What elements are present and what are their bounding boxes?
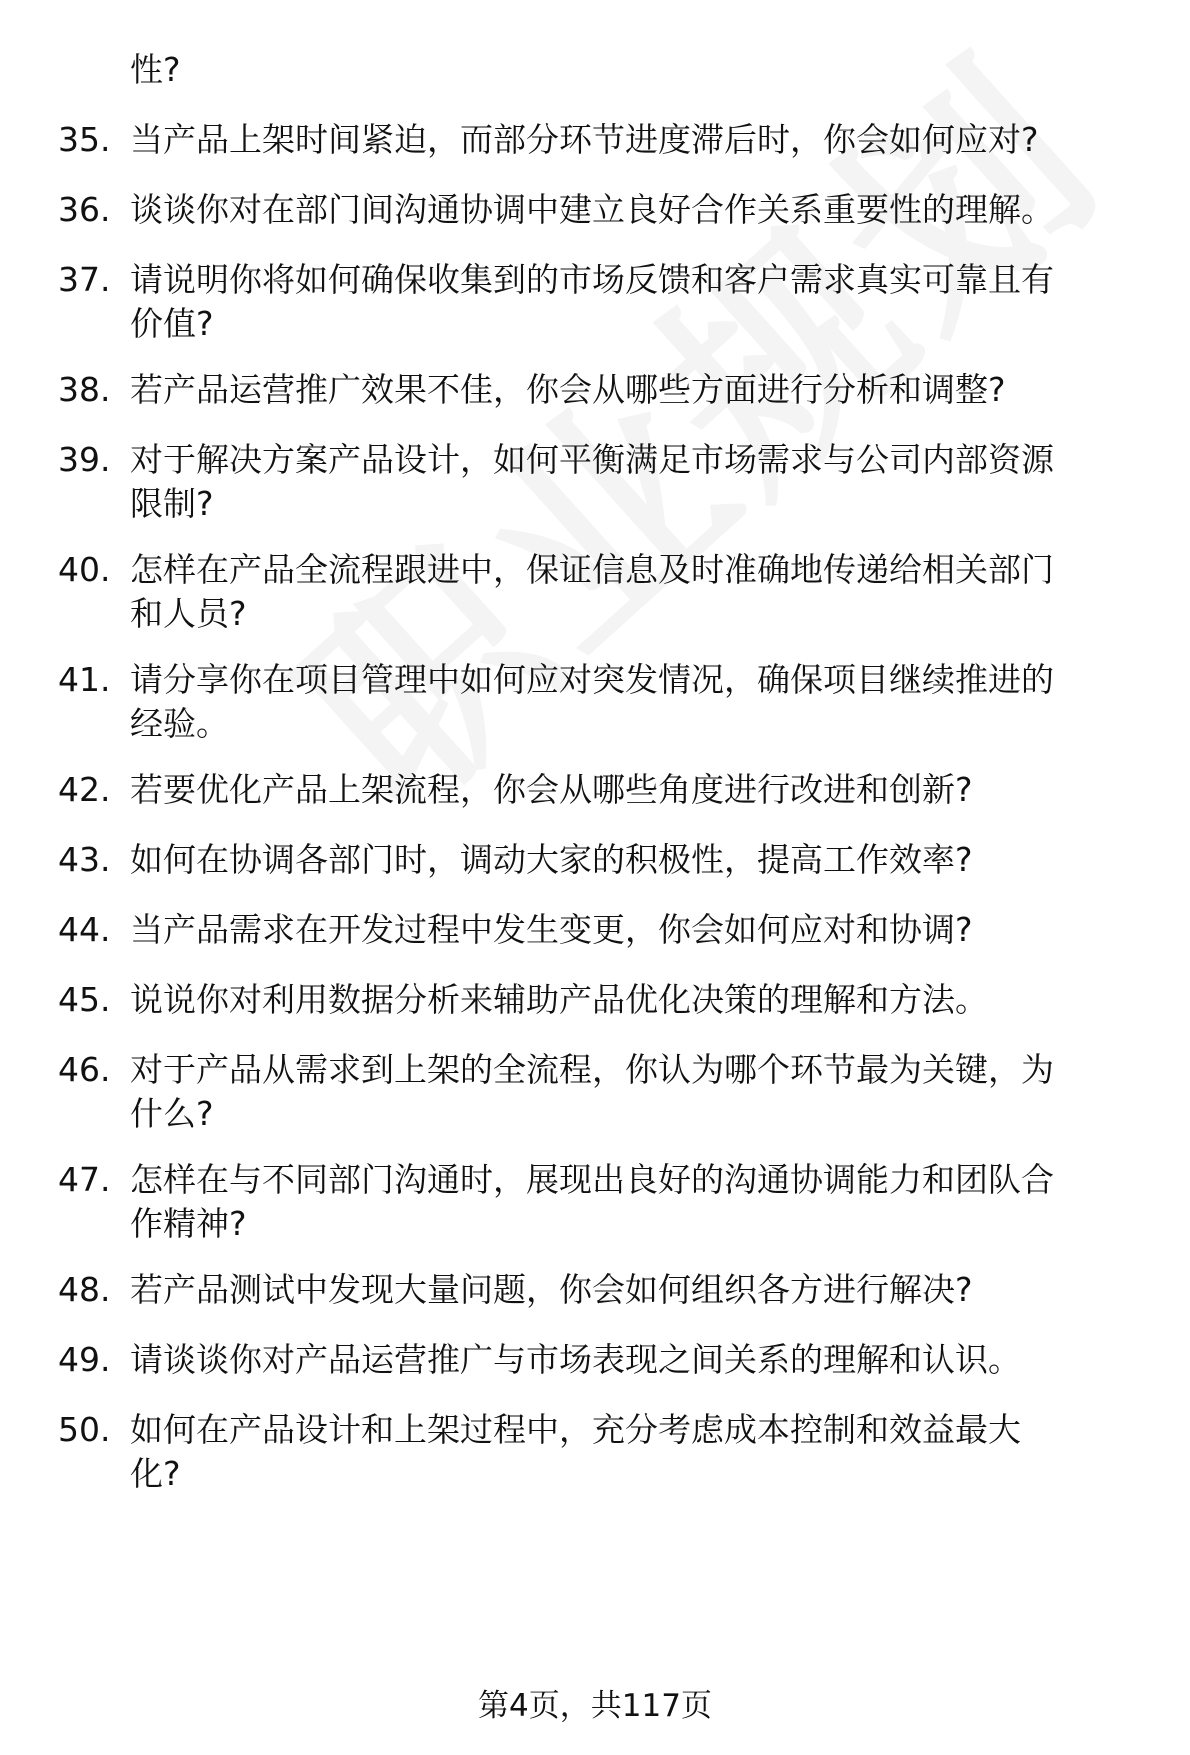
question-text [130,978,1150,1022]
question-number: 39. [58,440,111,479]
question-number: 47. [58,1160,111,1199]
question-line: 请谈谈你对产品运营推广与市场表现之间关系的理解和认识。 [130,1340,1021,1379]
question-text [130,258,1150,346]
question-line: 如何在产品设计和上架过程中，充分考虑成本控制和效益最大 [130,1410,1021,1449]
question-line: 请说明你将如何确保收集到的市场反馈和客户需求真实可靠且有 [130,260,1054,299]
question-line: 谈谈你对在部门间沟通协调中建立良好合作关系重要性的理解。 [130,190,1054,229]
question-number: 38. [58,370,111,409]
question-text [130,548,1150,636]
question-line: 说说你对利用数据分析来辅助产品优化决策的理解和方法。 [130,980,988,1019]
question-line: 经验。 [130,704,229,743]
question-line: 化? [130,1454,181,1493]
question-text [130,1338,1150,1382]
question-text [130,1158,1150,1246]
page-footer: 第4页，共117页 [478,1688,712,1724]
continuation-text: 性? [130,50,181,89]
question-number: 46. [58,1050,111,1089]
question-line: 限制? [130,484,214,523]
question-text [130,438,1150,526]
question-line: 对于产品从需求到上架的全流程，你认为哪个环节最为关键，为 [130,1050,1054,1089]
question-line: 怎样在与不同部门沟通时，展现出良好的沟通协调能力和团队合 [130,1160,1054,1199]
question-text [130,188,1150,232]
question-number: 37. [58,260,111,299]
question-line: 如何在协调各部门时，调动大家的积极性，提高工作效率? [130,840,973,879]
question-number: 49. [58,1340,111,1379]
question-text [130,1048,1150,1136]
question-line: 对于解决方案产品设计，如何平衡满足市场需求与公司内部资源 [130,440,1054,479]
question-number: 40. [58,550,111,589]
question-line: 若产品测试中发现大量问题，你会如何组织各方进行解决? [130,1270,973,1309]
question-line: 若产品运营推广效果不佳，你会从哪些方面进行分析和调整? [130,370,1006,409]
question-text [130,118,1150,162]
question-number: 35. [58,120,111,159]
question-line: 什么? [130,1094,214,1133]
question-number: 36. [58,190,111,229]
question-number: 43. [58,840,111,879]
question-line: 当产品上架时间紧迫，而部分环节进度滞后时，你会如何应对? [130,120,1039,159]
question-text [130,768,1150,812]
question-number: 41. [58,660,111,699]
question-number: 42. [58,770,111,809]
question-number: 50. [58,1410,111,1449]
question-number: 44. [58,910,111,949]
question-line: 作精神? [130,1204,247,1243]
question-line: 若要优化产品上架流程，你会从哪些角度进行改进和创新? [130,770,973,809]
question-line: 当产品需求在开发过程中发生变更，你会如何应对和协调? [130,910,973,949]
question-text [130,368,1150,412]
question-line: 怎样在产品全流程跟进中，保证信息及时准确地传递给相关部门 [130,550,1054,589]
question-line: 价值? [130,304,214,343]
question-text [130,1268,1150,1312]
question-number: 45. [58,980,111,1019]
question-text [130,1408,1150,1496]
question-text [130,908,1150,952]
question-line: 和人员? [130,594,247,633]
question-number: 48. [58,1270,111,1309]
question-text [130,658,1150,746]
question-text [130,838,1150,882]
question-line: 请分享你在项目管理中如何应对突发情况，确保项目继续推进的 [130,660,1054,699]
